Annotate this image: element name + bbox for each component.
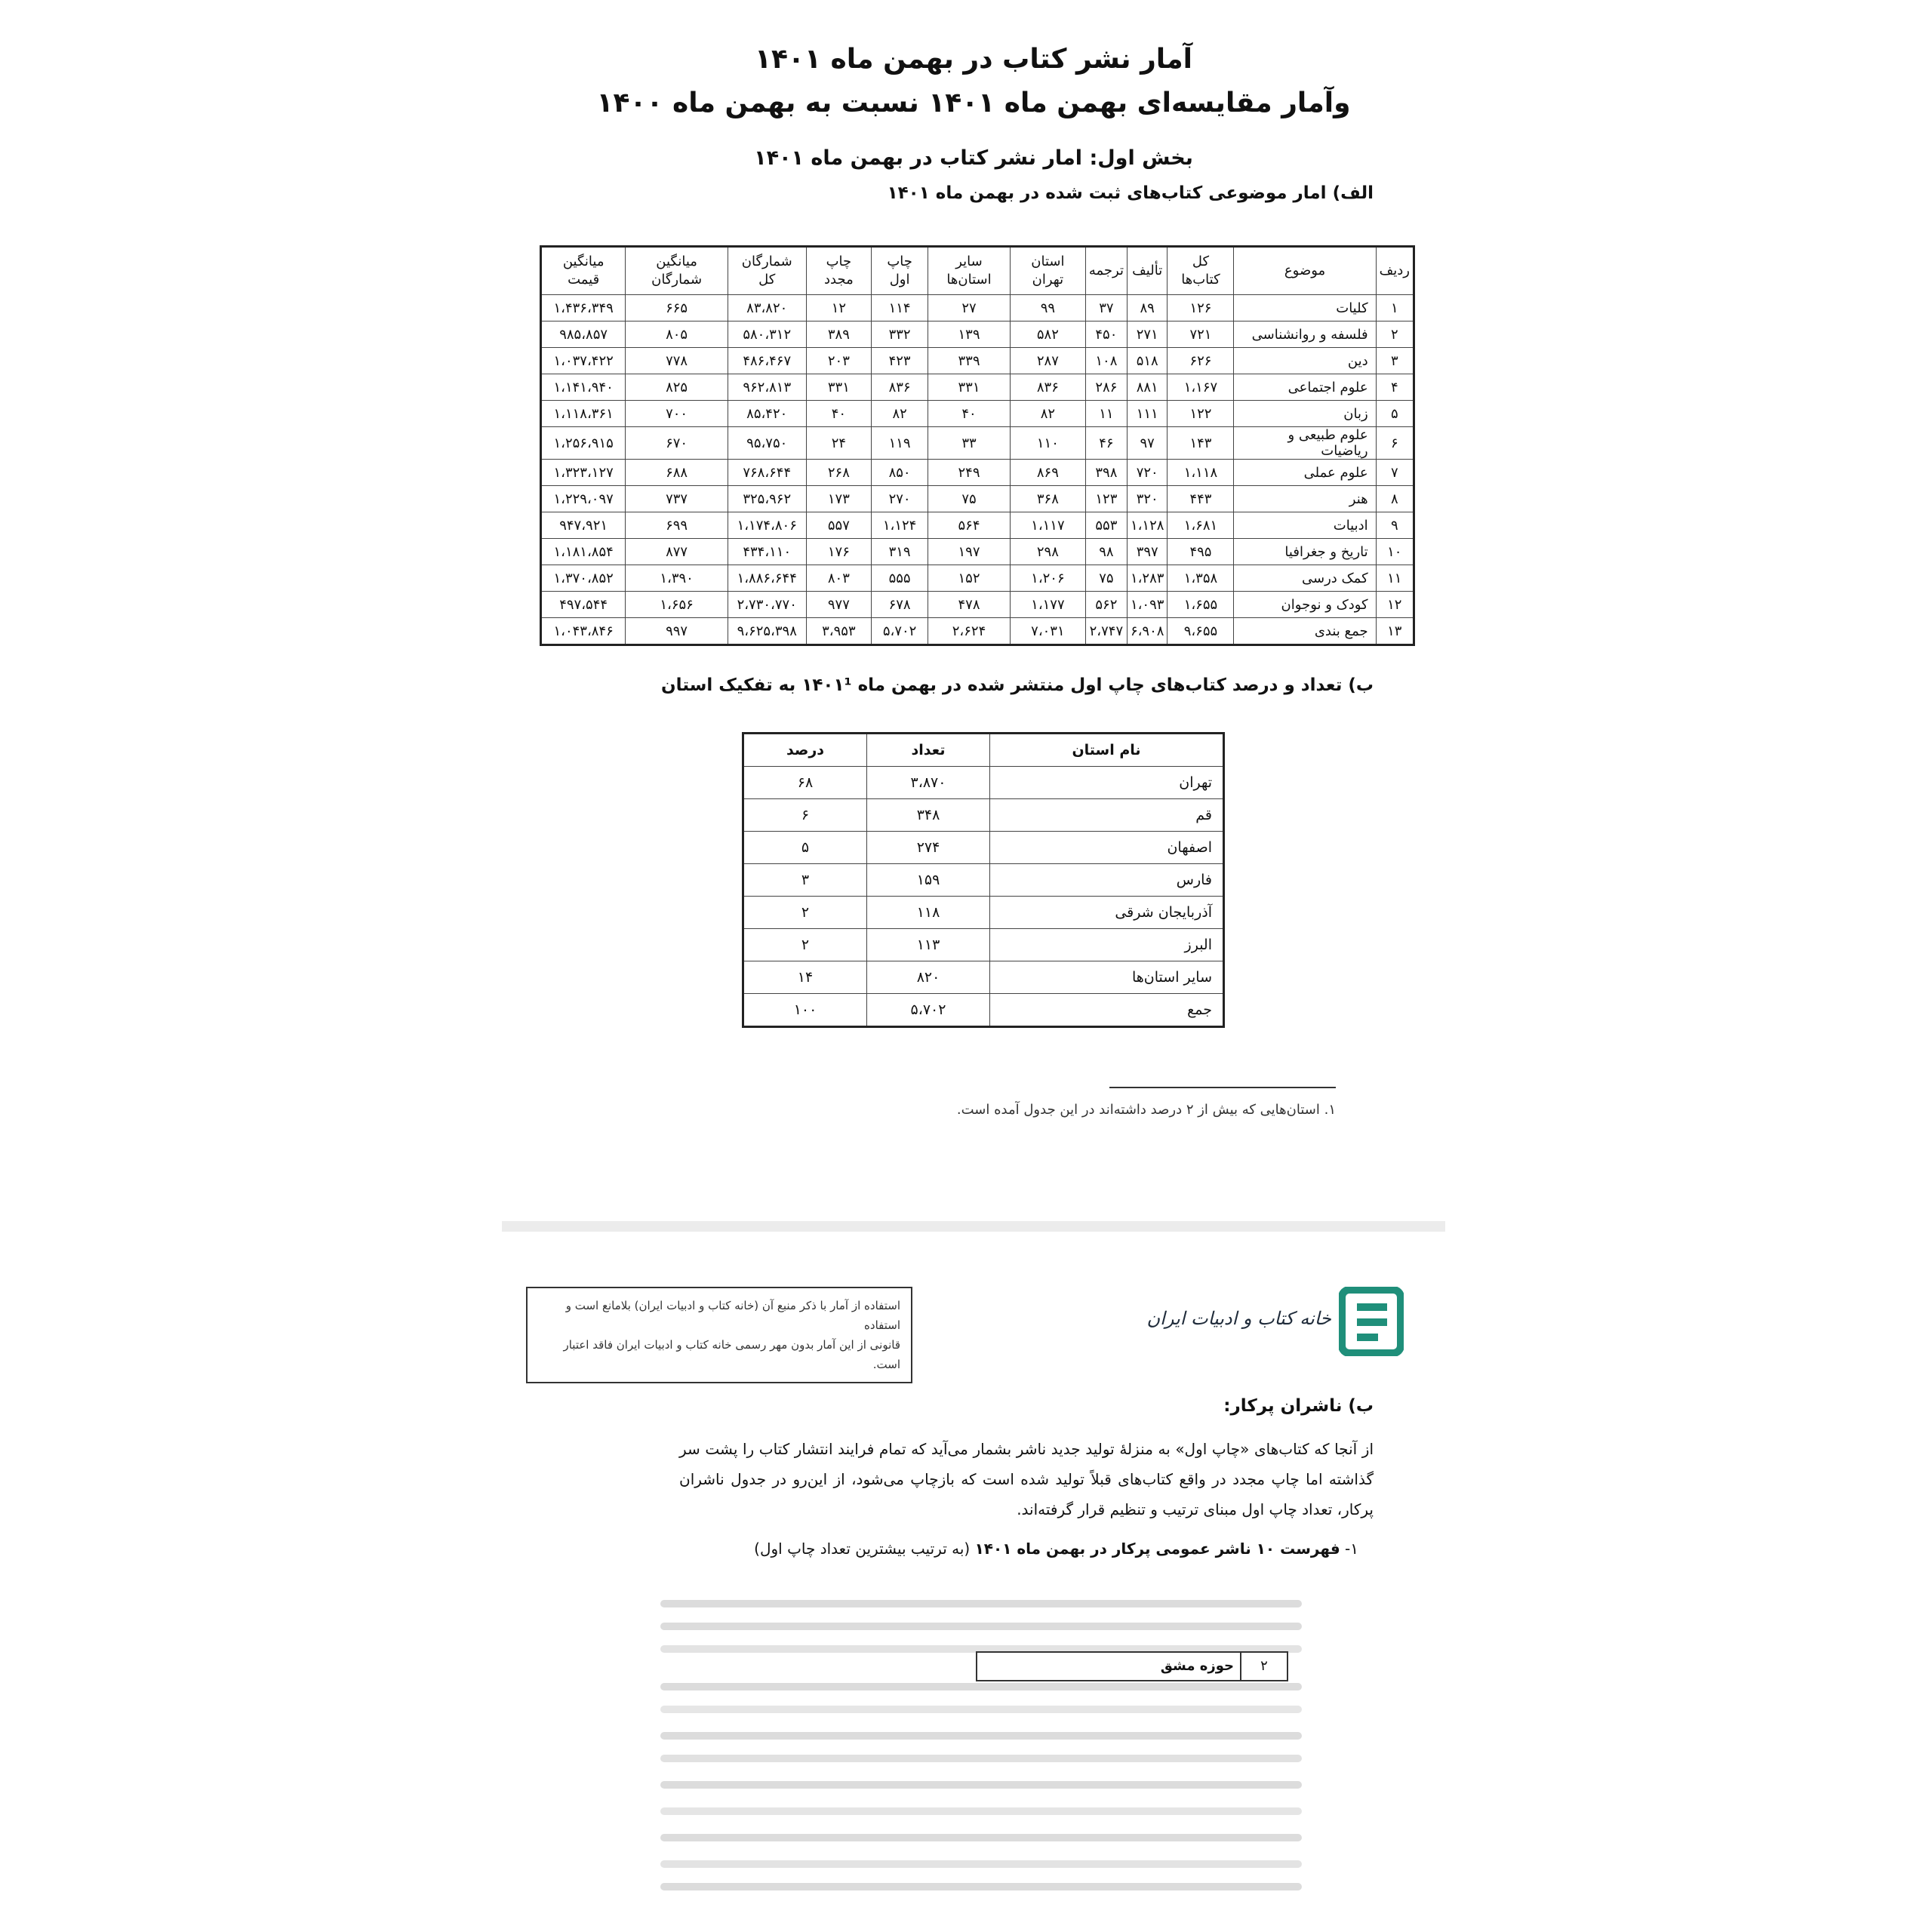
table-cell: ۳۲۵،۹۶۲ xyxy=(728,486,806,512)
table-cell: ۱۷۶ xyxy=(806,539,872,565)
table-cell: ۹۵،۷۵۰ xyxy=(728,427,806,460)
column-header: نام استان xyxy=(990,734,1224,767)
subject-stats-table xyxy=(540,245,1415,646)
table-cell: ۵۶۲ xyxy=(1085,592,1127,618)
subject-cell: دین xyxy=(1234,348,1376,374)
table-cell: ۲۸۶ xyxy=(1085,374,1127,401)
table-cell: ۱،۶۵۵ xyxy=(1168,592,1234,618)
logo-wordmark: خانه کتاب و ادبیات ایران xyxy=(1146,1308,1331,1329)
table-cell: ۱۱۴ xyxy=(872,295,928,321)
table-cell: ۶ xyxy=(1376,427,1414,460)
table-cell: ۲۷ xyxy=(928,295,1011,321)
column-header: تعداد xyxy=(867,734,990,767)
table-cell: ۱۴ xyxy=(743,961,867,994)
province-cell: اصفهان xyxy=(990,832,1224,864)
column-header: استان تهران xyxy=(1010,247,1085,295)
table-cell: ۷۵ xyxy=(1085,565,1127,592)
table-cell: ۱،۰۹۳ xyxy=(1127,592,1167,618)
table-cell: ۵۱۸ xyxy=(1127,348,1167,374)
table-cell: ۱۱ xyxy=(1085,401,1127,427)
province-cell: آذربایجان شرقی xyxy=(990,897,1224,929)
table-cell: ۶۸ xyxy=(743,767,867,799)
column-header: چاپ اول xyxy=(872,247,928,295)
blurred-publisher-table xyxy=(660,1592,1302,1894)
column-header: درصد xyxy=(743,734,867,767)
document-title-line1: آمار نشر کتاب در بهمن ماه ۱۴۰۱ xyxy=(755,44,1192,75)
logo-mark-icon xyxy=(1339,1287,1404,1356)
table-cell: ۱،۱۶۷ xyxy=(1168,374,1234,401)
table-cell: ۴۹۷،۵۴۴ xyxy=(541,592,626,618)
table-cell: ۸۳۶ xyxy=(872,374,928,401)
table-cell: ۷،۰۳۱ xyxy=(1010,618,1085,645)
table-cell: ۱۱۹ xyxy=(872,427,928,460)
list-caption-rest: (به ترتیب بیشترین تعداد چاپ اول) xyxy=(754,1540,975,1558)
province-cell: فارس xyxy=(990,864,1224,897)
subject-cell: زبان xyxy=(1234,401,1376,427)
table-cell: ۱،۸۸۶،۶۴۴ xyxy=(728,565,806,592)
table-cell: ۱۵۲ xyxy=(928,565,1011,592)
table-cell: ۱،۲۲۹،۰۹۷ xyxy=(541,486,626,512)
table-cell: ۱،۱۲۴ xyxy=(872,512,928,539)
table-cell: ۸۲ xyxy=(872,401,928,427)
table-cell: ۱،۱۲۸ xyxy=(1127,512,1167,539)
active-publishers-paragraph: از آنجا که کتاب‌های «چاپ اول» به منزلهٔ تولید جدید ناشر بشمار می‌آید که تمام فرایند انتشار کتاب را پشت سر گذاشته اما چاپ مجدد در واقع کتاب‌های قبلاً تولید شده است که بازچاپ می‌شود، از این‌رو در جدول ناشران پرکار، تعداد چاپ اول مبنای ترتیب و تنظیم قرار گرفته‌اند. xyxy=(679,1440,1374,1518)
table-cell: ۲ xyxy=(743,897,867,929)
column-header: ترجمه xyxy=(1085,247,1127,295)
column-header: چاپ مجدد xyxy=(806,247,872,295)
column-header: میانگین شمارگان xyxy=(626,247,728,295)
notice-line: قانونی از این آمار بدون مهر رسمی خانه کتاب و ادبیات ایران فاقد اعتبار است. xyxy=(563,1338,900,1371)
table-cell: ۹۸ xyxy=(1085,539,1127,565)
table-cell: ۲۷۰ xyxy=(872,486,928,512)
table-cell: ۵۸۲ xyxy=(1010,321,1085,348)
table-cell: ۶۷۰ xyxy=(626,427,728,460)
table-cell: ۳ xyxy=(743,864,867,897)
table-cell: ۹،۶۵۵ xyxy=(1168,618,1234,645)
table-row xyxy=(541,460,1414,486)
table-cell: ۳۹۷ xyxy=(1127,539,1167,565)
table-cell: ۳۹۸ xyxy=(1085,460,1127,486)
subject-cell: کمک درسی xyxy=(1234,565,1376,592)
table-cell: ۸۲۰ xyxy=(867,961,990,994)
table-cell: ۱،۲۰۶ xyxy=(1010,565,1085,592)
table-row xyxy=(743,832,1224,864)
table-cell: ۲۸۷ xyxy=(1010,348,1085,374)
list-caption-bold: فهرست ۱۰ ناشر عمومی پرکار در بهمن ماه ۱۴۰۱ xyxy=(974,1540,1340,1558)
table-cell: ۴۶ xyxy=(1085,427,1127,460)
table-cell: ۸۵،۴۲۰ xyxy=(728,401,806,427)
province-cell: قم xyxy=(990,799,1224,832)
table-cell: ۳۳۱ xyxy=(806,374,872,401)
table-row xyxy=(743,994,1224,1027)
table-cell: ۱،۳۹۰ xyxy=(626,565,728,592)
table-cell: ۹۷۷ xyxy=(806,592,872,618)
table-row xyxy=(541,427,1414,460)
table-cell: ۱۳ xyxy=(1376,618,1414,645)
book-house-logo xyxy=(1146,1287,1404,1362)
table-cell: ۸۵۰ xyxy=(872,460,928,486)
table-cell: ۹۶۲،۸۱۳ xyxy=(728,374,806,401)
table-cell: ۳۶۸ xyxy=(1010,486,1085,512)
table-row xyxy=(743,929,1224,961)
table-cell: ۱،۱۷۴،۸۰۶ xyxy=(728,512,806,539)
table-cell: ۱،۲۸۳ xyxy=(1127,565,1167,592)
table-cell: ۳۴۸ xyxy=(867,799,990,832)
subject-cell: علوم طبیعی و ریاضیات xyxy=(1234,427,1376,460)
table-cell: ۷۳۷ xyxy=(626,486,728,512)
table-cell: ۱۰۸ xyxy=(1085,348,1127,374)
table-cell: ۱،۱۱۸،۳۶۱ xyxy=(541,401,626,427)
table-cell: ۱،۰۳۷،۴۲۲ xyxy=(541,348,626,374)
table-cell: ۴۲۳ xyxy=(872,348,928,374)
table-cell: ۱۲۲ xyxy=(1168,401,1234,427)
table-cell: ۳۳ xyxy=(928,427,1011,460)
table-cell: ۵۸۰،۳۱۲ xyxy=(728,321,806,348)
province-stats-table xyxy=(742,732,1225,1028)
column-header: سایر استان‌ها xyxy=(928,247,1011,295)
table-cell: ۸۷۷ xyxy=(626,539,728,565)
table-cell: ۵ xyxy=(743,832,867,864)
row-index: ۲ xyxy=(1240,1653,1287,1680)
table-header-row xyxy=(541,247,1414,295)
table-cell: ۱،۱۴۱،۹۴۰ xyxy=(541,374,626,401)
table-cell: ۱،۳۷۰،۸۵۲ xyxy=(541,565,626,592)
usage-notice-box xyxy=(526,1287,912,1383)
table-cell: ۸ xyxy=(1376,486,1414,512)
table-row xyxy=(541,592,1414,618)
table-cell: ۳۳۱ xyxy=(928,374,1011,401)
table-cell: ۸۶۹ xyxy=(1010,460,1085,486)
table-cell: ۱،۰۴۳،۸۴۶ xyxy=(541,618,626,645)
table-cell: ۸۸۱ xyxy=(1127,374,1167,401)
table-cell: ۹۹ xyxy=(1010,295,1085,321)
table-cell: ۱،۳۲۳،۱۲۷ xyxy=(541,460,626,486)
list-marker: ۱- xyxy=(1345,1540,1358,1558)
table-row xyxy=(541,486,1414,512)
table-cell: ۲۴ xyxy=(806,427,872,460)
table-cell: ۳،۹۵۳ xyxy=(806,618,872,645)
table-row xyxy=(541,512,1414,539)
table-cell: ۱۲۶ xyxy=(1168,295,1234,321)
table-cell: ۱۰ xyxy=(1376,539,1414,565)
table-row xyxy=(541,348,1414,374)
table-cell: ۶۸۸ xyxy=(626,460,728,486)
subtitle-a: الف) امار موضوعی کتاب‌های ثبت شده در بهمن ماه ۱۴۰۱ xyxy=(887,183,1374,203)
table-cell: ۲۷۱ xyxy=(1127,321,1167,348)
document-title-line2: وآمار مقایسه‌ای بهمن ماه ۱۴۰۱ نسبت به بهمن ماه ۱۴۰۰ xyxy=(596,88,1351,118)
table-row xyxy=(541,374,1414,401)
table-row xyxy=(743,897,1224,929)
table-cell: ۳۸۹ xyxy=(806,321,872,348)
table-cell: ۱۱۸ xyxy=(867,897,990,929)
subject-cell: هنر xyxy=(1234,486,1376,512)
page-separator xyxy=(502,1221,1445,1232)
column-header: تألیف xyxy=(1127,247,1167,295)
column-header: کل کتاب‌ها xyxy=(1168,247,1234,295)
table-cell: ۷۷۸ xyxy=(626,348,728,374)
table-cell: ۱۴۳ xyxy=(1168,427,1234,460)
table-cell: ۷ xyxy=(1376,460,1414,486)
table-cell: ۳۳۲ xyxy=(872,321,928,348)
table-cell: ۷۲۰ xyxy=(1127,460,1167,486)
table-cell: ۱۲ xyxy=(1376,592,1414,618)
table-cell: ۲۶۸ xyxy=(806,460,872,486)
active-publishers-heading: ب) ناشران پرکار: xyxy=(1223,1396,1374,1416)
table-cell: ۲،۶۲۴ xyxy=(928,618,1011,645)
table-cell: ۲،۷۴۷ xyxy=(1085,618,1127,645)
table-cell: ۹ xyxy=(1376,512,1414,539)
table-cell: ۱۹۷ xyxy=(928,539,1011,565)
table-cell: ۸۳،۸۲۰ xyxy=(728,295,806,321)
table-cell: ۵،۷۰۲ xyxy=(872,618,928,645)
table-row xyxy=(743,961,1224,994)
table-cell: ۸۹ xyxy=(1127,295,1167,321)
table-cell: ۱۳۹ xyxy=(928,321,1011,348)
table-cell: ۲۴۹ xyxy=(928,460,1011,486)
table-cell: ۵ xyxy=(1376,401,1414,427)
table-cell: ۹۹۷ xyxy=(626,618,728,645)
column-header: ردیف xyxy=(1376,247,1414,295)
table-cell: ۴۸۶،۴۶۷ xyxy=(728,348,806,374)
table-cell: ۴۴۳ xyxy=(1168,486,1234,512)
province-cell: البرز xyxy=(990,929,1224,961)
table-cell: ۴ xyxy=(1376,374,1414,401)
table-cell: ۷۲۱ xyxy=(1168,321,1234,348)
table-row xyxy=(541,539,1414,565)
subject-cell: تاریخ و جغرافیا xyxy=(1234,539,1376,565)
table-cell: ۵۵۳ xyxy=(1085,512,1127,539)
province-cell: جمع xyxy=(990,994,1224,1027)
table-cell: ۸۳۶ xyxy=(1010,374,1085,401)
subject-cell: علوم اجتماعی xyxy=(1234,374,1376,401)
table-cell: ۶۶۵ xyxy=(626,295,728,321)
table-cell: ۱ xyxy=(1376,295,1414,321)
table-cell: ۸۲۵ xyxy=(626,374,728,401)
table-cell: ۲۹۸ xyxy=(1010,539,1085,565)
table-cell: ۹۸۵،۸۵۷ xyxy=(541,321,626,348)
table-header-row xyxy=(743,734,1224,767)
table-cell: ۳۱۹ xyxy=(872,539,928,565)
table-cell: ۱،۶۸۱ xyxy=(1168,512,1234,539)
table-cell: ۱۱ xyxy=(1376,565,1414,592)
table-cell: ۱،۱۱۷ xyxy=(1010,512,1085,539)
table-cell: ۱۲ xyxy=(806,295,872,321)
table-cell: ۴۳۴،۱۱۰ xyxy=(728,539,806,565)
table-cell: ۱،۱۷۷ xyxy=(1010,592,1085,618)
table-cell: ۶۹۹ xyxy=(626,512,728,539)
table-cell: ۱۲۳ xyxy=(1085,486,1127,512)
table-cell: ۵۵۵ xyxy=(872,565,928,592)
table-row xyxy=(541,565,1414,592)
table-cell: ۹۷ xyxy=(1127,427,1167,460)
column-header: میانگین قیمت xyxy=(541,247,626,295)
table-cell: ۴۹۵ xyxy=(1168,539,1234,565)
table-cell: ۲،۷۳۰،۷۷۰ xyxy=(728,592,806,618)
table-cell: ۵،۷۰۲ xyxy=(867,994,990,1027)
table-row xyxy=(541,295,1414,321)
subject-cell: فلسفه و روانشناسی xyxy=(1234,321,1376,348)
table-cell: ۳ xyxy=(1376,348,1414,374)
table-cell: ۹،۶۲۵،۳۹۸ xyxy=(728,618,806,645)
table-row xyxy=(541,618,1414,645)
table-cell: ۶۷۸ xyxy=(872,592,928,618)
table-cell: ۴۷۸ xyxy=(928,592,1011,618)
table-cell: ۱،۱۸۱،۸۵۴ xyxy=(541,539,626,565)
province-cell: سایر استان‌ها xyxy=(990,961,1224,994)
publisher-name: حوزه مشق xyxy=(1160,1658,1234,1674)
page-2 xyxy=(498,1245,1449,1917)
table-row xyxy=(743,799,1224,832)
table-row xyxy=(743,864,1224,897)
table-cell: ۱،۱۱۸ xyxy=(1168,460,1234,486)
table-cell: ۶ xyxy=(743,799,867,832)
table-body xyxy=(541,295,1414,645)
table-body xyxy=(743,767,1224,1027)
table-cell: ۴۰ xyxy=(928,401,1011,427)
table-cell: ۸۰۳ xyxy=(806,565,872,592)
table-cell: ۶،۹۰۸ xyxy=(1127,618,1167,645)
table-cell: ۸۰۵ xyxy=(626,321,728,348)
subject-cell: علوم عملی xyxy=(1234,460,1376,486)
subtitle-b: ب) تعداد و درصد کتاب‌های چاپ اول منتشر شده در بهمن ماه ۱۴۰۱¹ به تفکیک استان xyxy=(661,675,1374,695)
table-cell: ۲۷۴ xyxy=(867,832,990,864)
table-row xyxy=(743,767,1224,799)
subject-cell: جمع بندی xyxy=(1234,618,1376,645)
section-one-title: بخش اول: امار نشر کتاب در بهمن ماه ۱۴۰۱ xyxy=(754,146,1193,170)
table-cell: ۷۰۰ xyxy=(626,401,728,427)
table-cell: ۷۵ xyxy=(928,486,1011,512)
table-cell: ۱۵۹ xyxy=(867,864,990,897)
table-cell: ۳۷ xyxy=(1085,295,1127,321)
table-cell: ۵۵۷ xyxy=(806,512,872,539)
table-cell: ۴۵۰ xyxy=(1085,321,1127,348)
subject-cell: کلیات xyxy=(1234,295,1376,321)
page-1 xyxy=(498,38,1449,1200)
table-cell: ۱،۳۵۸ xyxy=(1168,565,1234,592)
table-cell: ۱،۶۵۶ xyxy=(626,592,728,618)
table-cell: ۱۰۰ xyxy=(743,994,867,1027)
column-header: موضوع xyxy=(1234,247,1376,295)
table-cell: ۳۳۹ xyxy=(928,348,1011,374)
table-cell: ۱،۴۳۶،۳۴۹ xyxy=(541,295,626,321)
table-row xyxy=(541,321,1414,348)
table-cell: ۵۶۴ xyxy=(928,512,1011,539)
table-cell: ۳۲۰ xyxy=(1127,486,1167,512)
table-cell: ۷۶۸،۶۴۴ xyxy=(728,460,806,486)
subject-cell: کودک و نوجوان xyxy=(1234,592,1376,618)
footnote: ۱. استان‌هایی که بیش از ۲ درصد داشته‌اند در این جدول آمده است. xyxy=(956,1102,1336,1118)
publisher-list-caption xyxy=(754,1540,1358,1558)
table-cell: ۲۰۳ xyxy=(806,348,872,374)
table-cell: ۱۱۳ xyxy=(867,929,990,961)
table-cell: ۶۲۶ xyxy=(1168,348,1234,374)
table-cell: ۱۱۰ xyxy=(1010,427,1085,460)
footnote-divider xyxy=(1109,1087,1336,1088)
subject-cell: ادبیات xyxy=(1234,512,1376,539)
visible-table-row xyxy=(976,1651,1288,1681)
province-cell: تهران xyxy=(990,767,1224,799)
column-header: شمارگان کل xyxy=(728,247,806,295)
table-cell: ۳،۸۷۰ xyxy=(867,767,990,799)
table-cell: ۲ xyxy=(743,929,867,961)
notice-line: استفاده از آمار با ذکر منبع آن (خانه کتاب و ادبیات ایران) بلامانع است و استفاده xyxy=(565,1299,900,1332)
table-cell: ۱،۲۵۶،۹۱۵ xyxy=(541,427,626,460)
table-cell: ۱۷۳ xyxy=(806,486,872,512)
table-cell: ۱۱۱ xyxy=(1127,401,1167,427)
table-cell: ۲ xyxy=(1376,321,1414,348)
table-row xyxy=(541,401,1414,427)
table-cell: ۹۴۷،۹۲۱ xyxy=(541,512,626,539)
table-cell: ۸۲ xyxy=(1010,401,1085,427)
table-cell: ۴۰ xyxy=(806,401,872,427)
